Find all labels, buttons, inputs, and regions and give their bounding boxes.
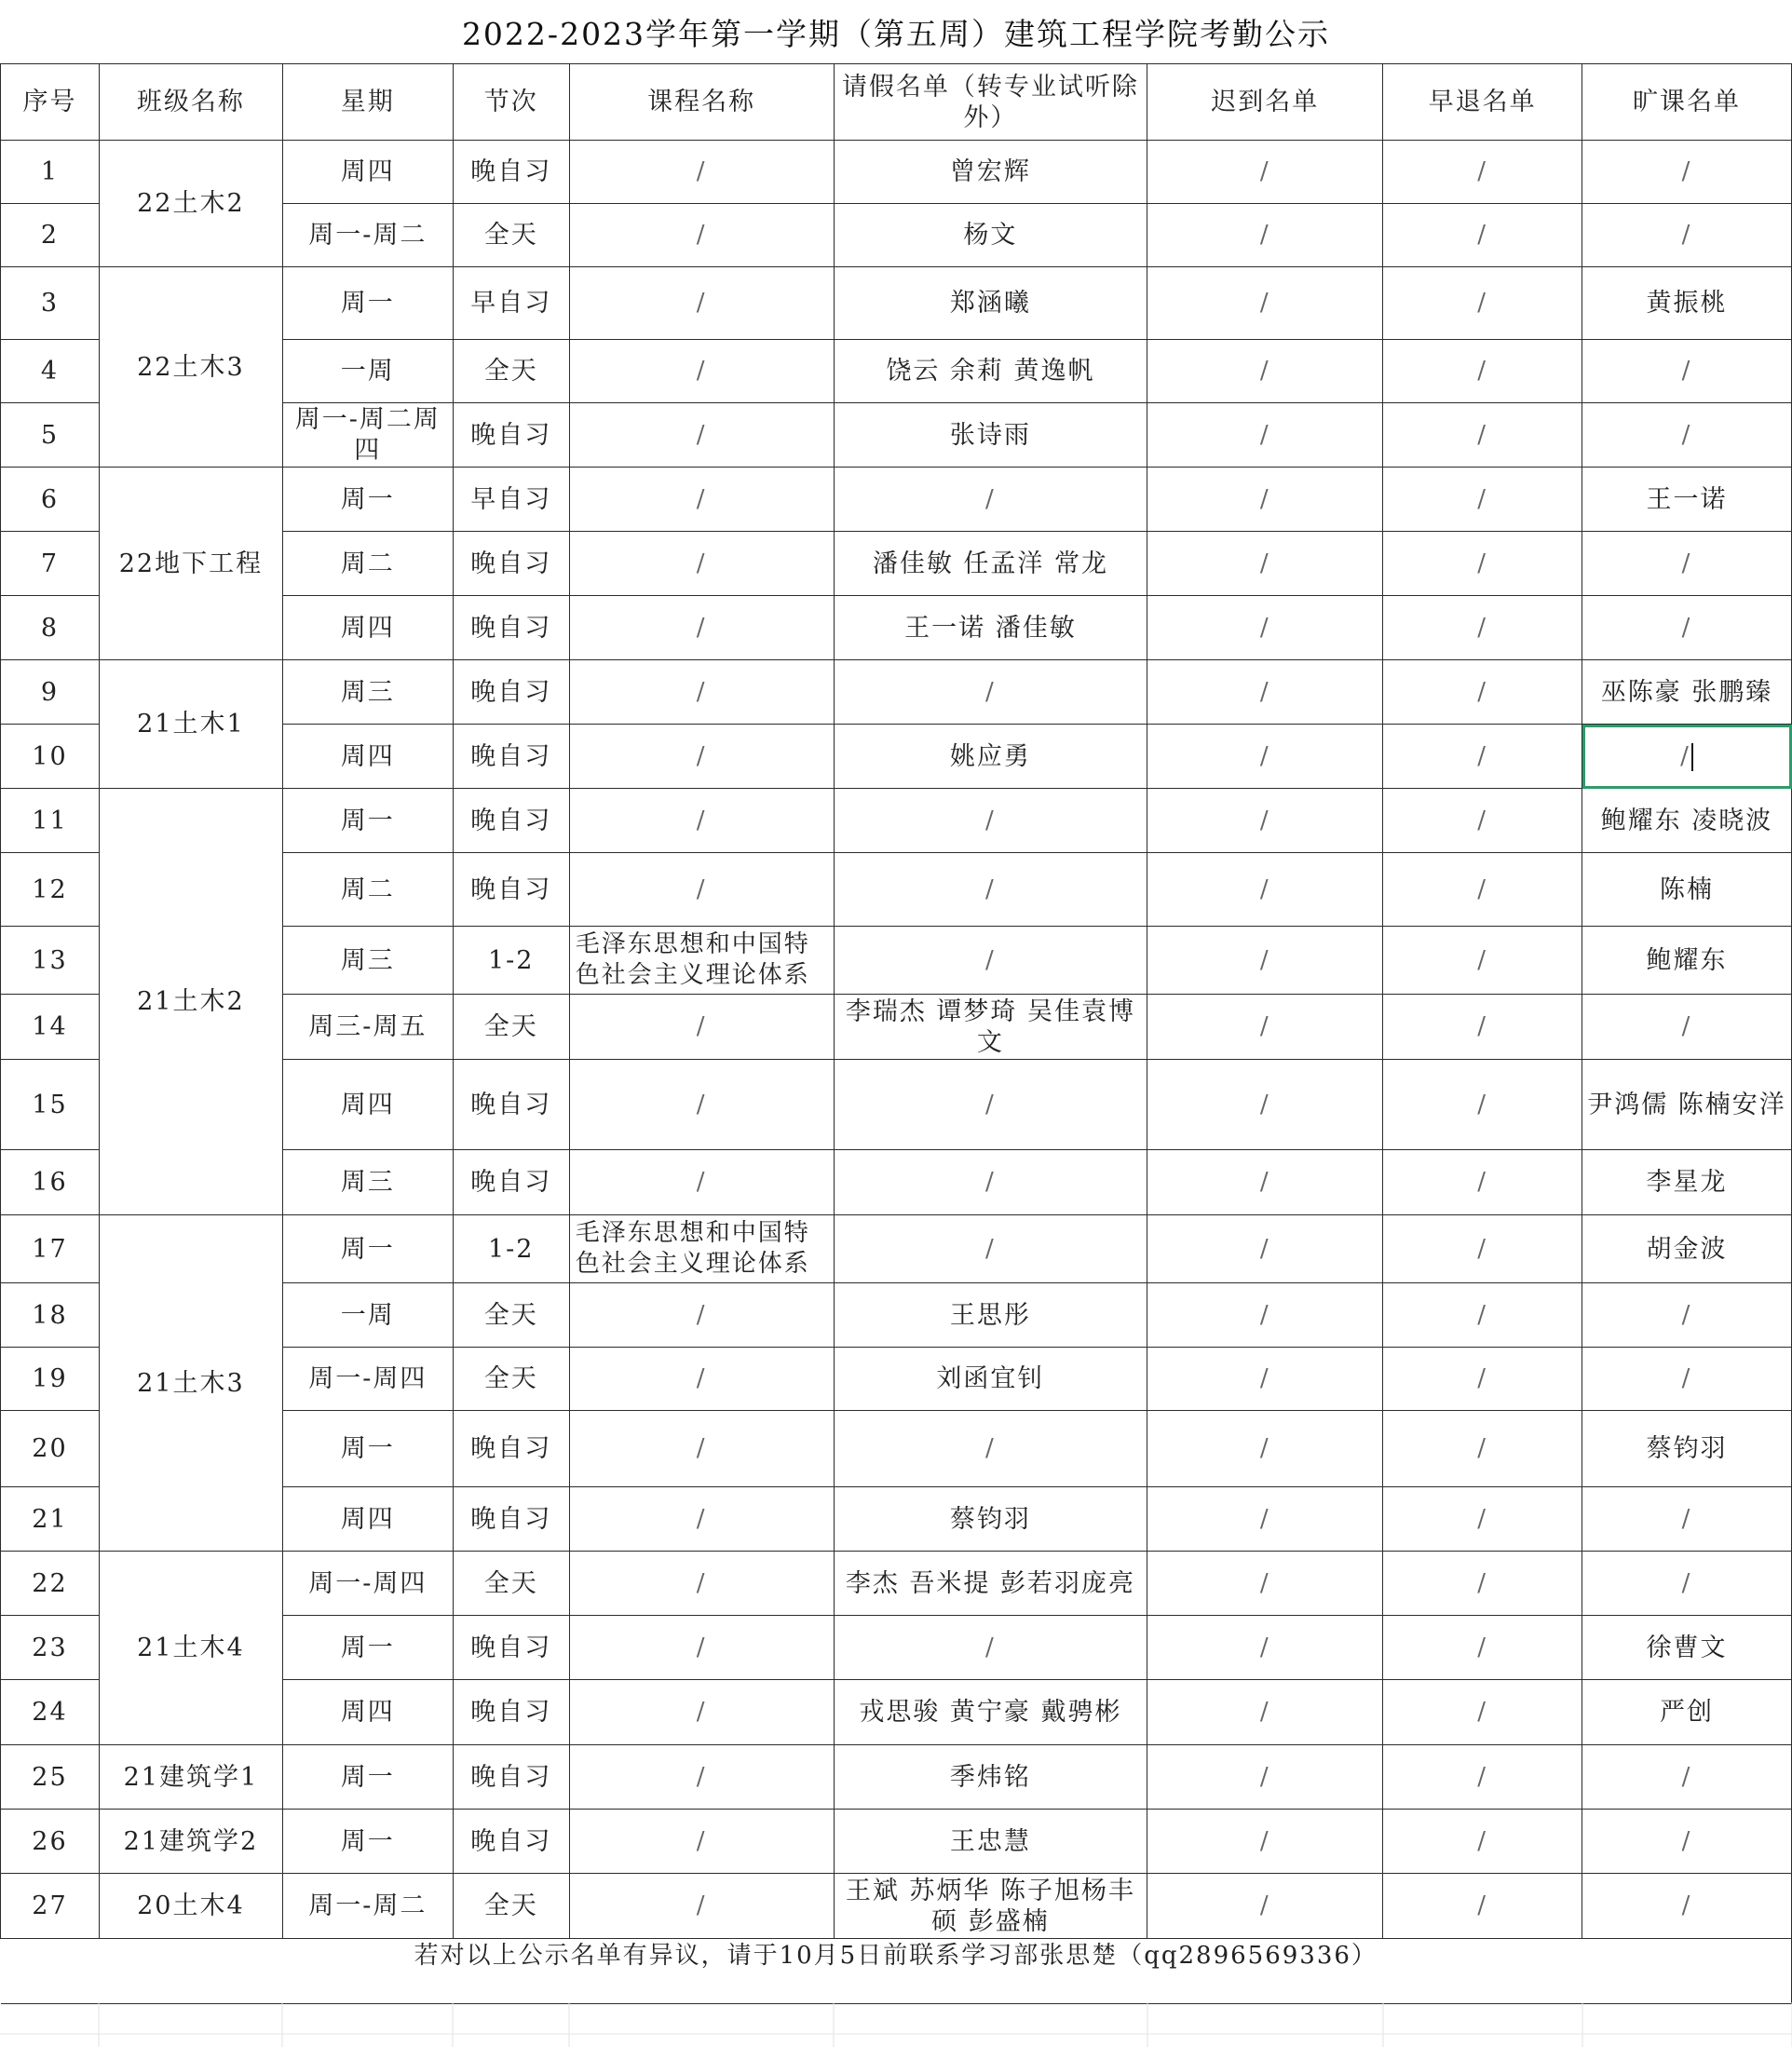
cell-no[interactable]: 4 (1, 340, 100, 403)
cell-day[interactable]: 周三 (282, 1150, 453, 1215)
cell-late[interactable]: / (1147, 1283, 1383, 1348)
cell-leave[interactable]: 李瑞杰 谭梦琦 吴佳袁博文 (834, 995, 1147, 1060)
cell-no[interactable]: 20 (1, 1411, 100, 1487)
header-row (1, 64, 1792, 141)
cell-course[interactable]: / (569, 1680, 834, 1745)
cell-course[interactable]: / (569, 1060, 834, 1150)
cell-period[interactable]: 全天 (453, 995, 569, 1060)
cell-absent[interactable]: 徐曹文 (1582, 1616, 1792, 1680)
cell-leave[interactable]: 刘函宜钊 (834, 1348, 1147, 1411)
cell-day[interactable]: 周一 (282, 1411, 453, 1487)
footer-note: 若对以上公示名单有异议，请于10月5日前联系学习部张思楚（qq2896569336） (1, 1939, 1792, 2004)
cell-absent[interactable]: / (1582, 403, 1792, 468)
cell-absent[interactable]: 胡金波 (1582, 1215, 1792, 1283)
cell-cls[interactable]: 20土木4 (99, 1874, 282, 1939)
cell-leave[interactable]: 杨文 (834, 204, 1147, 267)
cell-day[interactable]: 周四 (282, 725, 453, 789)
cell-no[interactable]: 2 (1, 204, 100, 267)
cell-early[interactable]: / (1383, 1060, 1582, 1150)
cell-no[interactable]: 19 (1, 1348, 100, 1411)
cell-early[interactable]: / (1383, 1411, 1582, 1487)
cell-early[interactable]: / (1383, 403, 1582, 468)
cell-course[interactable]: / (569, 789, 834, 853)
cell-absent[interactable]: 尹鸿儒 陈楠安洋 (1582, 1060, 1792, 1150)
cell-period[interactable]: 全天 (453, 340, 569, 403)
cell-early[interactable]: / (1383, 1745, 1582, 1810)
table-row (1, 1874, 1792, 1939)
cell-absent[interactable]: 严创 (1582, 1680, 1792, 1745)
cell-no[interactable]: 18 (1, 1283, 100, 1348)
cell-late[interactable]: / (1147, 468, 1383, 532)
cell-leave[interactable]: 王忠慧 (834, 1810, 1147, 1874)
cell-late[interactable]: / (1147, 1810, 1383, 1874)
cell-course[interactable]: / (569, 660, 834, 725)
cell-absent[interactable]: 巫陈豪 张鹏臻 (1582, 660, 1792, 725)
cell-cls[interactable]: 21土木3 (99, 1215, 282, 1552)
cell-no[interactable]: 11 (1, 789, 100, 853)
cell-late[interactable]: / (1147, 141, 1383, 204)
cell-course[interactable]: / (569, 1745, 834, 1810)
cell-absent[interactable]: / (1582, 725, 1792, 789)
cell-early[interactable]: / (1383, 204, 1582, 267)
cell-no[interactable]: 6 (1, 468, 100, 532)
cell-early[interactable]: / (1383, 596, 1582, 660)
cell-period[interactable]: 晚自习 (453, 1810, 569, 1874)
cell-absent[interactable]: / (1582, 204, 1792, 267)
cell-absent[interactable]: / (1582, 340, 1792, 403)
cell-early[interactable]: / (1383, 468, 1582, 532)
cell-day[interactable]: 周一 (282, 1745, 453, 1810)
cell-absent[interactable]: 蔡钧羽 (1582, 1411, 1792, 1487)
cell-course[interactable]: / (569, 532, 834, 596)
cell-late[interactable]: / (1147, 1060, 1383, 1150)
cell-course[interactable]: / (569, 1552, 834, 1616)
cell-early[interactable]: / (1383, 725, 1582, 789)
cell-day[interactable]: 周一-周二 (282, 1874, 453, 1939)
empty-grid-area (0, 2002, 1792, 2047)
header-cell-leave[interactable]: 请假名单（转专业试听除外） (834, 64, 1147, 141)
cell-early[interactable]: / (1383, 1348, 1582, 1411)
cell-leave[interactable]: / (834, 1150, 1147, 1215)
header-cell-late[interactable]: 迟到名单 (1147, 64, 1383, 141)
cell-absent[interactable]: 王一诺 (1582, 468, 1792, 532)
cell-period[interactable]: 晚自习 (453, 1060, 569, 1150)
cell-no[interactable]: 8 (1, 596, 100, 660)
table-row (1, 1215, 1792, 1283)
table-row (1, 1552, 1792, 1616)
cell-period[interactable]: 全天 (453, 1874, 569, 1939)
cell-early[interactable]: / (1383, 1283, 1582, 1348)
cell-day[interactable]: 周一 (282, 789, 453, 853)
table-row (1, 660, 1792, 725)
cell-period[interactable]: 晚自习 (453, 1680, 569, 1745)
header-cell-class[interactable]: 班级名称 (99, 64, 282, 141)
cell-early[interactable]: / (1383, 853, 1582, 927)
cell-day[interactable]: 周一 (282, 267, 453, 340)
cell-early[interactable]: / (1383, 789, 1582, 853)
header-cell-absent[interactable]: 旷课名单 (1582, 64, 1792, 141)
cell-late[interactable]: / (1147, 1552, 1383, 1616)
cell-no[interactable]: 7 (1, 532, 100, 596)
cell-course[interactable]: / (569, 995, 834, 1060)
cell-absent[interactable]: / (1582, 995, 1792, 1060)
cell-late[interactable]: / (1147, 725, 1383, 789)
cell-day[interactable]: 周四 (282, 1680, 453, 1745)
cell-late[interactable]: / (1147, 1411, 1383, 1487)
cell-no[interactable]: 24 (1, 1680, 100, 1745)
cell-period[interactable]: 晚自习 (453, 725, 569, 789)
cell-no[interactable]: 17 (1, 1215, 100, 1283)
cell-course[interactable]: / (569, 141, 834, 204)
cell-no[interactable]: 15 (1, 1060, 100, 1150)
table-row (1, 1745, 1792, 1810)
cell-absent[interactable]: / (1582, 596, 1792, 660)
cell-absent[interactable]: / (1582, 1810, 1792, 1874)
cell-cls[interactable]: 21土木2 (99, 789, 282, 1215)
cell-late[interactable]: / (1147, 1215, 1383, 1283)
cell-leave[interactable]: 蔡钧羽 (834, 1487, 1147, 1552)
cell-cls[interactable]: 21建筑学1 (99, 1745, 282, 1810)
cell-day[interactable]: 周一 (282, 1215, 453, 1283)
cell-period[interactable]: 晚自习 (453, 660, 569, 725)
cell-course[interactable]: / (569, 267, 834, 340)
text-cursor (1691, 743, 1693, 771)
cell-leave[interactable]: 郑涵曦 (834, 267, 1147, 340)
cell-cls[interactable]: 21土木1 (99, 660, 282, 789)
cell-no[interactable]: 22 (1, 1552, 100, 1616)
cell-day[interactable]: 周一-周四 (282, 1552, 453, 1616)
table-row (1, 789, 1792, 853)
cell-period[interactable]: 全天 (453, 1283, 569, 1348)
cell-absent[interactable]: 鲍耀东 (1582, 927, 1792, 995)
cell-course[interactable]: / (569, 1616, 834, 1680)
cell-leave[interactable]: 姚应勇 (834, 725, 1147, 789)
cell-late[interactable]: / (1147, 596, 1383, 660)
cell-early[interactable]: / (1383, 1874, 1582, 1939)
cell-day[interactable]: 一周 (282, 1283, 453, 1348)
cell-early[interactable]: / (1383, 1810, 1582, 1874)
cell-day[interactable]: 周一-周二周四 (282, 403, 453, 468)
cell-leave[interactable]: / (834, 1616, 1147, 1680)
cell-leave[interactable]: 李杰 吾米提 彭若羽庞亮 (834, 1552, 1147, 1616)
cell-leave[interactable]: / (834, 853, 1147, 927)
table-row (1, 1810, 1792, 1874)
cell-leave[interactable]: 戎思骏 黄宁豪 戴骋彬 (834, 1680, 1147, 1745)
cell-day[interactable]: 周二 (282, 853, 453, 927)
cell-period[interactable]: 晚自习 (453, 1150, 569, 1215)
cell-period[interactable]: 全天 (453, 1348, 569, 1411)
cell-cls[interactable]: 22土木2 (99, 141, 282, 267)
cell-no[interactable]: 12 (1, 853, 100, 927)
table-row (1, 468, 1792, 532)
cell-late[interactable]: / (1147, 1680, 1383, 1745)
cell-course[interactable]: / (569, 468, 834, 532)
cell-period[interactable]: 晚自习 (453, 789, 569, 853)
cell-late[interactable]: / (1147, 1874, 1383, 1939)
cell-late[interactable]: / (1147, 1487, 1383, 1552)
footer-row (1, 1939, 1792, 2004)
cell-early[interactable]: / (1383, 927, 1582, 995)
cell-period[interactable]: 晚自习 (453, 1616, 569, 1680)
cell-course[interactable]: / (569, 853, 834, 927)
cell-late[interactable]: / (1147, 927, 1383, 995)
cell-course[interactable]: / (569, 1411, 834, 1487)
cell-period[interactable]: 晚自习 (453, 853, 569, 927)
cell-early[interactable]: / (1383, 1150, 1582, 1215)
cell-course[interactable]: / (569, 403, 834, 468)
cell-no[interactable]: 25 (1, 1745, 100, 1810)
cell-day[interactable]: 周一 (282, 468, 453, 532)
cell-late[interactable]: / (1147, 853, 1383, 927)
table-row (1, 267, 1792, 340)
cell-leave[interactable]: 张诗雨 (834, 403, 1147, 468)
cell-leave[interactable]: / (834, 789, 1147, 853)
cell-period[interactable]: 早自习 (453, 267, 569, 340)
cell-course[interactable]: / (569, 340, 834, 403)
cell-period[interactable]: 晚自习 (453, 596, 569, 660)
cell-absent[interactable]: / (1582, 1874, 1792, 1939)
cell-no[interactable]: 5 (1, 403, 100, 468)
cell-early[interactable]: / (1383, 1680, 1582, 1745)
cell-early[interactable]: / (1383, 1487, 1582, 1552)
cell-cls[interactable]: 22土木3 (99, 267, 282, 468)
cell-absent[interactable]: / (1582, 1552, 1792, 1616)
cell-no[interactable]: 10 (1, 725, 100, 789)
cell-day[interactable]: 周一 (282, 1616, 453, 1680)
header-cell-day[interactable]: 星期 (282, 64, 453, 141)
cell-no[interactable]: 14 (1, 995, 100, 1060)
cell-period[interactable]: 晚自习 (453, 141, 569, 204)
cell-day[interactable]: 周四 (282, 1060, 453, 1150)
cell-late[interactable]: / (1147, 403, 1383, 468)
cell-course[interactable]: / (569, 725, 834, 789)
cell-early[interactable]: / (1383, 660, 1582, 725)
cell-late[interactable]: / (1147, 1348, 1383, 1411)
cell-day[interactable]: 周一 (282, 1810, 453, 1874)
cell-course[interactable]: / (569, 1348, 834, 1411)
cell-period[interactable]: 晚自习 (453, 1487, 569, 1552)
cell-course[interactable]: 毛泽东思想和中国特色社会主义理论体系 (569, 1215, 834, 1283)
table-row (1, 141, 1792, 204)
cell-day[interactable]: 周四 (282, 596, 453, 660)
cell-period[interactable]: 全天 (453, 204, 569, 267)
attendance-table (0, 63, 1792, 2004)
cell-no[interactable]: 27 (1, 1874, 100, 1939)
cell-period[interactable]: 晚自习 (453, 1745, 569, 1810)
cell-absent[interactable]: / (1582, 1348, 1792, 1411)
cell-absent[interactable]: / (1582, 1283, 1792, 1348)
cell-course[interactable]: / (569, 1150, 834, 1215)
cell-leave[interactable]: 饶云 余莉 黄逸帆 (834, 340, 1147, 403)
cell-early[interactable]: / (1383, 532, 1582, 596)
cell-absent[interactable]: 李星龙 (1582, 1150, 1792, 1215)
cell-day[interactable]: 周二 (282, 532, 453, 596)
cell-early[interactable]: / (1383, 1215, 1582, 1283)
cell-course[interactable]: / (569, 596, 834, 660)
cell-period[interactable]: 晚自习 (453, 532, 569, 596)
cell-period[interactable]: 早自习 (453, 468, 569, 532)
cell-leave[interactable]: 王斌 苏炳华 陈子旭杨丰硕 彭盛楠 (834, 1874, 1147, 1939)
cell-no[interactable]: 16 (1, 1150, 100, 1215)
cell-leave[interactable]: / (834, 1411, 1147, 1487)
cell-day[interactable]: 周三-周五 (282, 995, 453, 1060)
cell-late[interactable]: / (1147, 204, 1383, 267)
cell-no[interactable]: 26 (1, 1810, 100, 1874)
cell-early[interactable]: / (1383, 141, 1582, 204)
cell-no[interactable]: 13 (1, 927, 100, 995)
cell-leave[interactable]: / (834, 660, 1147, 725)
sheet-title: 2022-2023学年第一学期（第五周）建筑工程学院考勤公示 (461, 15, 1331, 52)
cell-no[interactable]: 23 (1, 1616, 100, 1680)
cell-course[interactable]: / (569, 204, 834, 267)
cell-absent[interactable]: 陈楠 (1582, 853, 1792, 927)
cell-leave[interactable]: / (834, 927, 1147, 995)
cell-period[interactable]: 晚自习 (453, 1411, 569, 1487)
cell-late[interactable]: / (1147, 660, 1383, 725)
cell-no[interactable]: 9 (1, 660, 100, 725)
cell-late[interactable]: / (1147, 1150, 1383, 1215)
cell-leave[interactable]: 王思彤 (834, 1283, 1147, 1348)
cell-late[interactable]: / (1147, 1616, 1383, 1680)
header-cell-course[interactable]: 课程名称 (569, 64, 834, 141)
cell-day[interactable]: 周一-周四 (282, 1348, 453, 1411)
cell-leave[interactable]: / (834, 468, 1147, 532)
cell-course[interactable]: / (569, 1874, 834, 1939)
cell-course[interactable]: / (569, 1810, 834, 1874)
cell-leave[interactable]: 季炜铭 (834, 1745, 1147, 1810)
header-cell-period[interactable]: 节次 (453, 64, 569, 141)
cell-course[interactable]: 毛泽东思想和中国特色社会主义理论体系 (569, 927, 834, 995)
cell-cls[interactable]: 21建筑学2 (99, 1810, 282, 1874)
cell-day[interactable]: 周一-周二 (282, 204, 453, 267)
cell-leave[interactable]: / (834, 1060, 1147, 1150)
cell-early[interactable]: / (1383, 267, 1582, 340)
cell-late[interactable]: / (1147, 340, 1383, 403)
cell-leave[interactable]: 王一诺 潘佳敏 (834, 596, 1147, 660)
cell-cls[interactable]: 22地下工程 (99, 468, 282, 660)
cell-absent[interactable]: / (1582, 141, 1792, 204)
cell-leave[interactable]: 潘佳敏 任孟洋 常龙 (834, 532, 1147, 596)
cell-early[interactable]: / (1383, 995, 1582, 1060)
cell-absent[interactable]: 鲍耀东 凌晓波 (1582, 789, 1792, 853)
cell-leave[interactable]: 曾宏辉 (834, 141, 1147, 204)
cell-no[interactable]: 1 (1, 141, 100, 204)
cell-day[interactable]: 一周 (282, 340, 453, 403)
cell-day[interactable]: 周三 (282, 927, 453, 995)
cell-absent[interactable]: / (1582, 1487, 1792, 1552)
cell-course[interactable]: / (569, 1283, 834, 1348)
cell-late[interactable]: / (1147, 995, 1383, 1060)
cell-cls[interactable]: 21土木4 (99, 1552, 282, 1745)
header-cell-early[interactable]: 早退名单 (1383, 64, 1582, 141)
cell-late[interactable]: / (1147, 1745, 1383, 1810)
cell-period[interactable]: 晚自习 (453, 403, 569, 468)
cell-no[interactable]: 21 (1, 1487, 100, 1552)
cell-late[interactable]: / (1147, 267, 1383, 340)
cell-day[interactable]: 周四 (282, 1487, 453, 1552)
cell-period[interactable]: 1-2 (453, 1215, 569, 1283)
cell-early[interactable]: / (1383, 1552, 1582, 1616)
cell-no[interactable]: 3 (1, 267, 100, 340)
cell-late[interactable]: / (1147, 532, 1383, 596)
cell-day[interactable]: 周四 (282, 141, 453, 204)
cell-course[interactable]: / (569, 1487, 834, 1552)
cell-period[interactable]: 1-2 (453, 927, 569, 995)
cell-leave[interactable]: / (834, 1215, 1147, 1283)
cell-period[interactable]: 全天 (453, 1552, 569, 1616)
cell-early[interactable]: / (1383, 1616, 1582, 1680)
cell-absent[interactable]: / (1582, 1745, 1792, 1810)
cell-absent[interactable]: / (1582, 532, 1792, 596)
cell-absent[interactable]: 黄振桃 (1582, 267, 1792, 340)
cell-day[interactable]: 周三 (282, 660, 453, 725)
cell-early[interactable]: / (1383, 340, 1582, 403)
cell-late[interactable]: / (1147, 789, 1383, 853)
header-cell-no[interactable]: 序号 (1, 64, 100, 141)
